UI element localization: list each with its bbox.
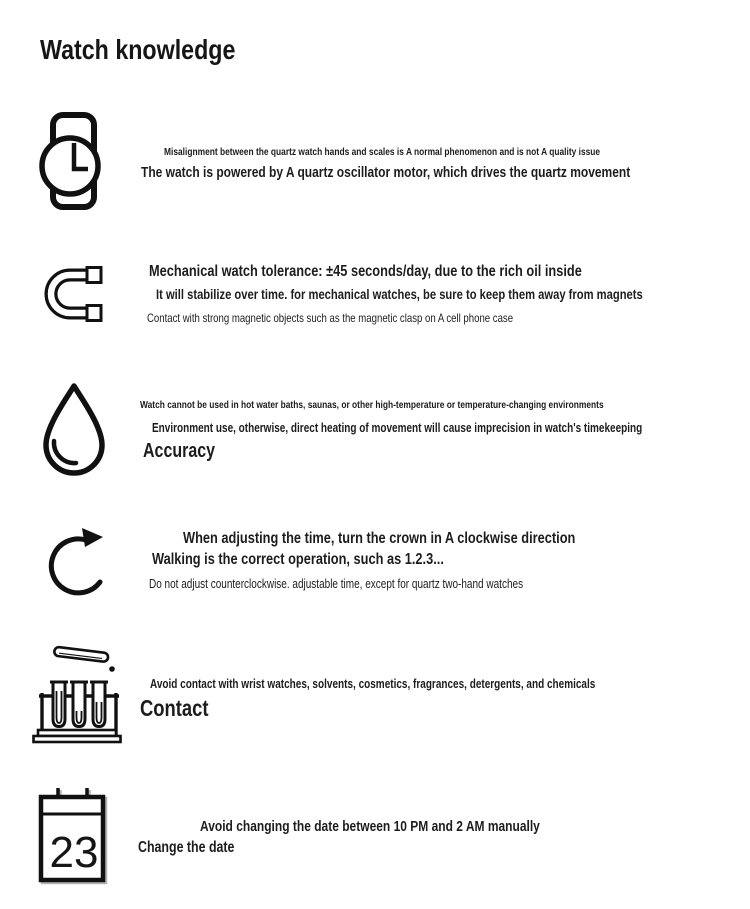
section-quartz-note: Misalignment between the quartz watch hands and scales is A normal phenomenon and is not A quality issue: [164, 146, 601, 158]
section-contact-title: Contact: [140, 695, 209, 721]
section-quartz-text: The watch is powered by A quartz oscillator motor, which drives the quartz movement: [141, 164, 631, 181]
section-accuracy-note: Watch cannot be used in hot water baths, saunas, or other high-temperature or temperature-changing environments: [140, 399, 604, 411]
section-magnet-title: Mechanical watch tolerance: ±45 seconds/day, due to the rich oil inside: [149, 263, 582, 280]
test-tubes-icon: [32, 644, 122, 748]
section-crown-text: Walking is the correct operation, such as 1.2.3...: [152, 551, 444, 568]
section-contact-text: Avoid contact with wrist watches, solvents, cosmetics, fragrances, detergents, and chemicals: [150, 677, 596, 691]
clockwise-rotation-icon: [42, 526, 108, 608]
magnet-icon: [40, 265, 106, 323]
section-crown-title: When adjusting the time, turn the crown in A clockwise direction: [183, 530, 576, 547]
section-accuracy-title: Accuracy: [143, 440, 216, 462]
section-date-title: Change the date: [138, 839, 235, 856]
calendar-day-number: 23: [49, 828, 99, 877]
calendar-icon: [38, 786, 106, 884]
section-crown-note: Do not adjust counterclockwise. adjustable time, except for quartz two-hand watches: [149, 577, 524, 591]
section-magnet-text: It will stabilize over time. for mechanical watches, be sure to keep them away from magnets: [156, 286, 643, 302]
section-magnet-note: Contact with strong magnetic objects such as the magnetic clasp on A cell phone case: [147, 311, 514, 325]
page-title: Watch knowledge: [40, 34, 236, 65]
section-date-text: Avoid changing the date between 10 PM and 2 AM manually: [200, 818, 540, 835]
wristwatch-icon: [39, 106, 105, 216]
section-accuracy-text: Environment use, otherwise, direct heating of movement will cause imprecision in watch's timekeeping: [152, 421, 643, 435]
water-drop-icon: [40, 382, 108, 479]
